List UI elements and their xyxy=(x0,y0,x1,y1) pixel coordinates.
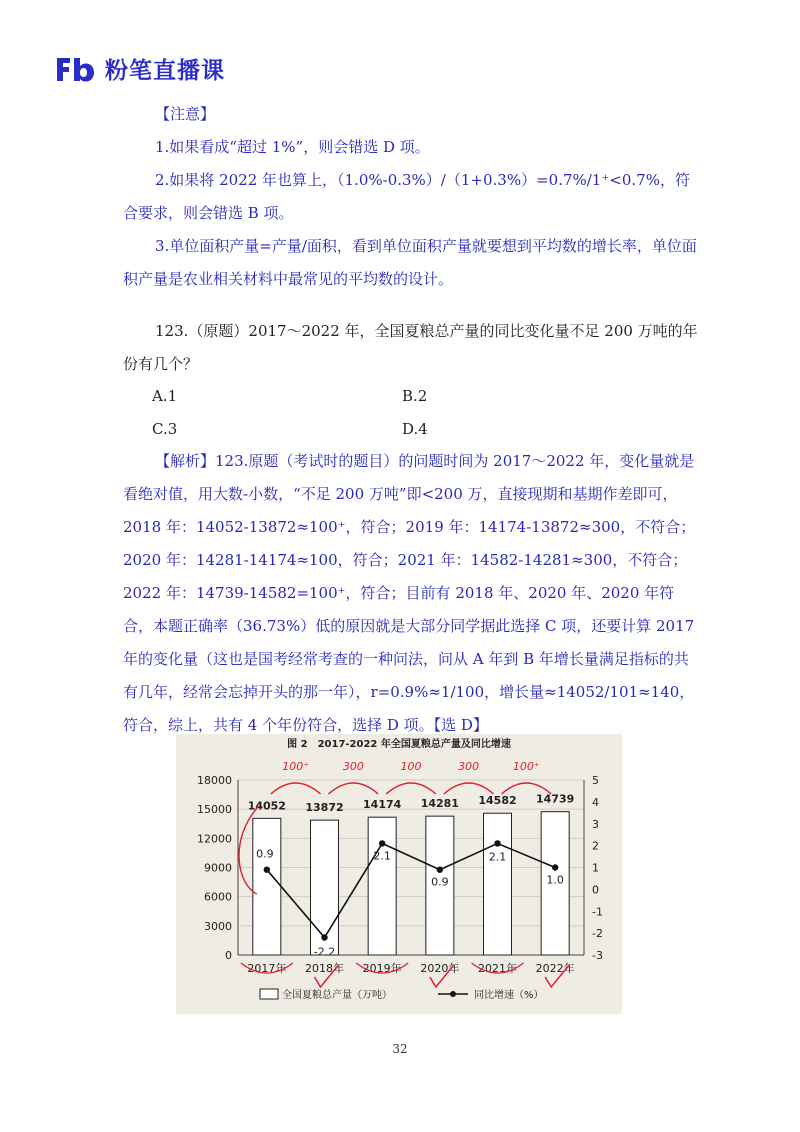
option-b: B.2 xyxy=(402,387,428,405)
note-block xyxy=(123,98,698,296)
y-left-tick-label: 9000 xyxy=(204,861,232,875)
bar-value-label: 14739 xyxy=(536,792,575,806)
y-right-tick-label: 5 xyxy=(592,774,599,787)
chart-title: 图 2 2017-2022 年全国夏粮总产量及同比增速 xyxy=(287,739,511,750)
growth-rate-point xyxy=(379,840,385,846)
question-text: 123.（原题）2017～2022 年，全国夏粮总产量的同比变化量不足 200 万吨的年份有几个？ xyxy=(123,322,698,373)
bar-value-label: 14281 xyxy=(420,797,459,811)
y-left-tick-label: 12000 xyxy=(197,832,232,846)
note-title: 【注意】 xyxy=(155,105,216,123)
handwritten-annotation: 100⁺ xyxy=(282,760,310,773)
growth-rate-label: -2.2 xyxy=(313,945,336,959)
growth-rate-point xyxy=(552,864,558,870)
page-number: 32 xyxy=(392,1042,408,1056)
handwritten-annotation: 100⁺ xyxy=(512,760,540,773)
growth-rate-point xyxy=(437,866,443,872)
growth-rate-label: 0.9 xyxy=(256,847,274,861)
x-tick-label: 2019年 xyxy=(362,962,402,975)
legend-bar-label: 全国夏粮总产量（万吨） xyxy=(282,990,392,1001)
brand-logo xyxy=(55,52,225,85)
fenbi-logo-icon xyxy=(55,55,95,83)
growth-rate-point xyxy=(321,934,327,940)
note-item-3: 3.单位面积产量=产量/面积，看到单位面积产量就要想到平均数的增长率，单位面积产量是农业相关材料中最常见的平均数的设计。 xyxy=(123,237,697,288)
x-tick-label: 2020年 xyxy=(420,962,460,975)
handwritten-annotation: 300 xyxy=(458,760,480,773)
growth-rate-point xyxy=(494,840,500,846)
option-a: A.1 xyxy=(152,387,178,405)
brand-name: 粉笔直播课 xyxy=(105,58,225,84)
note-item-2: 2.如果将 2022 年也算上，（1.0%-0.3%）/（1+0.3%）=0.7%/1⁺<0.7%，符合要求，则会错选 B 项。 xyxy=(123,171,690,222)
handwritten-arc xyxy=(386,783,436,794)
bar-value-label: 14582 xyxy=(478,794,517,808)
y-left-tick-label: 18000 xyxy=(197,774,232,787)
option-d: D.4 xyxy=(402,420,428,438)
y-right-tick-label: 0 xyxy=(592,883,599,897)
handwritten-arc xyxy=(329,783,379,794)
bar-2017年 xyxy=(253,818,281,955)
y-right-tick-label: 2 xyxy=(592,839,599,853)
y-left-tick-label: 15000 xyxy=(197,803,232,817)
bar-2021年 xyxy=(484,813,512,955)
chart-svg xyxy=(176,734,622,1014)
growth-rate-label: 1.0 xyxy=(546,873,564,887)
bar-value-label: 13872 xyxy=(305,801,344,815)
bar-2019年 xyxy=(368,817,396,955)
growth-rate-point xyxy=(264,866,270,872)
y-left-tick-label: 6000 xyxy=(204,890,232,904)
x-tick-label: 2017年 xyxy=(247,962,287,975)
production-chart xyxy=(176,734,622,1014)
bar-value-label: 14052 xyxy=(247,799,286,813)
note-item-1: 1.如果看成“超过 1%”，则会错选 D 项。 xyxy=(155,138,430,156)
handwritten-annotation: 300 xyxy=(342,760,364,773)
analysis-text: 【解析】123.原题（考试时的题目）的问题时间为 2017～2022 年，变化量就是看绝对值，用大数-小数，“不足 200 万吨”即<200 万，直接现期和基期作差即可，2018 年：14052-13872≈100⁺，符合；2019 年：14174-13872≈300，不符合；2020 年：14281-14174≈100，符合；2021 年：14582-14281≈300，不符合；2022 年：14739-14582=100⁺，符合；目前有 2018 年、2020 年、2020 年符合，本题正确率（36.73%）低的原因就是大部分同学据此选择 C 项，还要计算 2017 年的变化量（这也是国考经常考查的一种问法，问从 A 年到 B 年增长量满足指标的共有几年，经常会忘掉开头的那一年），r=0.9%≈1/100，增长量≈14052/101≈140，符合，综上，共有 4 个年份符合，选择 D 项。【选 D】 xyxy=(123,452,696,734)
growth-rate-label: 0.9 xyxy=(431,875,449,889)
growth-rate-label: 2.1 xyxy=(373,849,391,863)
handwritten-arc xyxy=(444,783,494,794)
y-right-tick-label: 3 xyxy=(592,817,599,831)
legend-line-marker xyxy=(450,991,456,997)
y-right-tick-label: 1 xyxy=(592,861,599,875)
y-right-tick-label: -3 xyxy=(592,949,603,962)
y-left-tick-label: 3000 xyxy=(204,919,232,933)
y-right-tick-label: 4 xyxy=(592,795,599,809)
question-options xyxy=(152,380,652,446)
growth-rate-label: 2.1 xyxy=(488,850,507,864)
x-tick-label: 2018年 xyxy=(305,962,344,975)
y-left-tick-label: 0 xyxy=(225,949,232,962)
bar-value-label: 14174 xyxy=(363,798,402,812)
handwritten-annotation: 100 xyxy=(400,760,422,773)
legend-line-label: 同比增速（%） xyxy=(474,990,544,1001)
option-c: C.3 xyxy=(152,420,178,438)
legend-bar-swatch xyxy=(260,989,278,999)
x-tick-label: 2022年 xyxy=(535,962,575,975)
x-tick-label: 2021年 xyxy=(478,962,517,975)
handwritten-arc xyxy=(271,783,321,794)
y-right-tick-label: -2 xyxy=(592,927,603,941)
y-right-tick-label: -1 xyxy=(592,905,603,919)
